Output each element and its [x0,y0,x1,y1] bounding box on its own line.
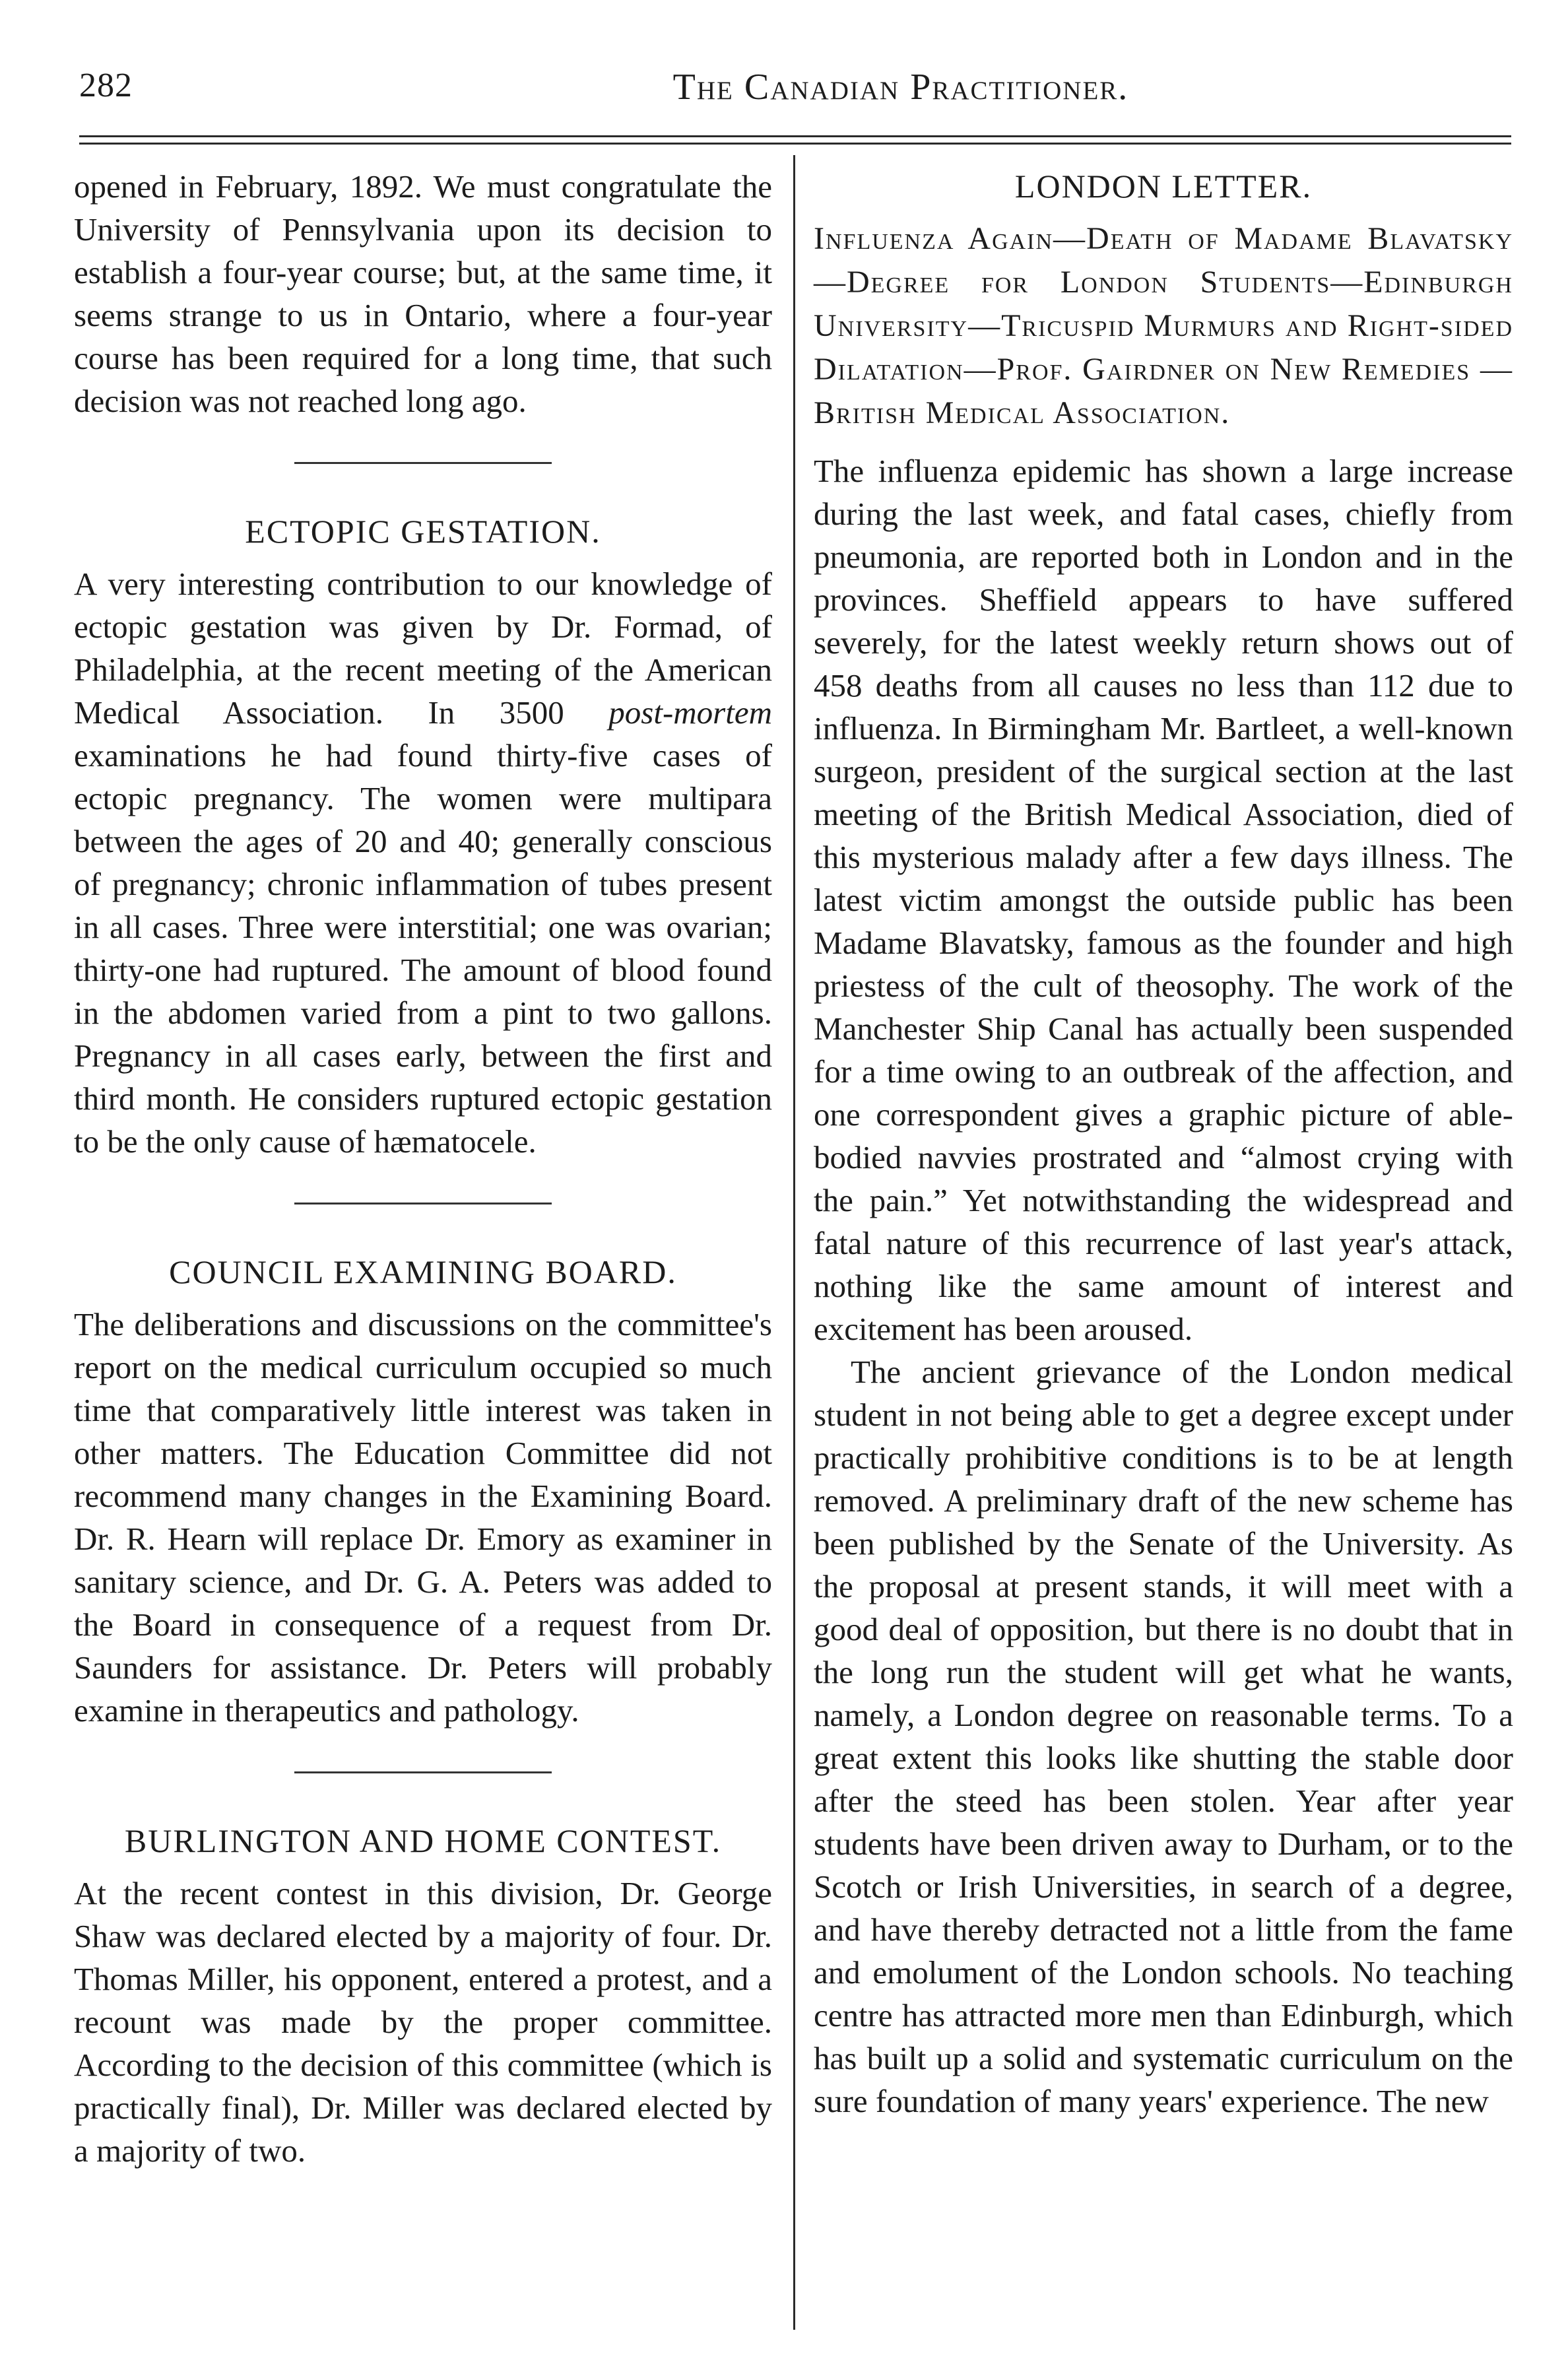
running-title: The Canadian Practitioner. [672,67,1129,108]
section-separator [294,462,552,464]
section-separator [294,1203,552,1204]
burlington-heading: BURLINGTON AND HOME CONTEST. [124,1822,722,1859]
ectopic-text-start: A very interesting contribution to our knowledge of ectopic gestation was given by Dr. Formad, of Philadelphia, at the recent meeting of the American Medical Association. In 3500 [74,566,772,731]
page-number: 282 [79,67,133,104]
ectopic-heading: ECTOPIC GESTATION. [245,513,601,550]
burlington-paragraph: At the recent contest in this division, Dr. George Shaw was declared elected by a majority of four. Dr. Thomas Miller, his opponent, entered a protest, and a recount was made by the proper committee. According to the decision of this committee (which is practically final), Dr. Miller was declared elected by a majority of two. [74,1875,772,2169]
london-letter-heading: LONDON LETTER. [1014,168,1313,205]
header-rule-top [79,135,1511,137]
degree-paragraph: The ancient grievance of the London medical student in not being able to get a degree except under practically prohibitive conditions is to be at length removed. A preliminary draft of the new scheme has been published by the Senate of the University. As the proposal at present stands, it will meet with a good deal of opposition, but there is no doubt that in the long run the student will get what he wants, namely, a London degree on reasonable terms. To a great extent this looks like shutting the stable door after the steed has been stolen. Year after year students have been driven away to Durham, or to the Scotch or Irish Universities, in search of a degree, and have thereby detracted not a little from the fame and emolument of the London schools. No teaching centre has attracted more men than Edinburgh, which has built up a solid and systematic curriculum on the sure foundation of many years' experience. The new [814,1354,1513,2119]
council-heading: COUNCIL EXAMINING BOARD. [169,1253,677,1290]
ectopic-italic-term: post-mortem [608,694,772,731]
influenza-paragraph: The influenza epidemic has shown a large increase during the last week, and fatal cases, chiefly from pneumonia, are reported both in London and in the provinces. Sheffield appears to have suffered severely, for the latest weekly return shows out of 458 deaths from all causes no less than 112 due to influenza. In Birmingham Mr. Bartleet, a well-known surgeon, president of the surgical section at the last meeting of the British Medical Association, died of this mysterious malady after a few days illness. The latest victim amongst the outside public has been Madame Blavatsky, famous as the founder and high priestess of the cult of theosophy. The work of the Manchester Ship Canal has actually been suspended for a time owing to an outbreak of the affection, and one correspondent gives a graphic picture of able-bodied navvies prostrated and “almost crying with the pain.” Yet notwithstanding the widespread and fatal nature of this recurrence of last year's attack, nothing like the same amount of interest and excitement has been aroused. [814,453,1513,1347]
london-letter-subheads: Influenza Again—Death of Madame Blavatsky—Degree for London Students—Edinburgh University—Tricuspid Murmurs and Right-sided Dilatation—Prof. Gairdner on New Remedies — British Medical Association. [814,221,1513,430]
council-paragraph: The deliberations and discussions on the committee's report on the medical curriculum occupied so much time that comparatively little interest was taken in other matters. The Education Committee did not recommend many changes in the Examining Board. Dr. R. Hearn will replace Dr. Emory as examiner in sanitary science, and Dr. G. A. Peters was added to the Board in consequence of a request from Dr. Saunders for assistance. Dr. Peters will probably examine in therapeutics and pathology. [74,1306,772,1729]
left-column [74,165,772,2172]
ectopic-text-end: examinations he had found thirty-five cases of ectopic pregnancy. The women were multipara between the ages of 20 and 40; generally conscious of pregnancy; chronic inflammation of tubes present in all cases. Three were interstitial; one was ovarian; thirty-one had ruptured. The amount of blood found in the abdomen varied from a pint to two gallons. Pregnancy in all cases early, between the first and third month. He considers ruptured ectopic gestation to be the only cause of hæmatocele. [74,737,772,1160]
ectopic-paragraph [74,562,772,1163]
column-divider [793,155,795,2330]
page-header [79,66,1524,125]
section-separator [294,1771,552,1773]
opening-paragraph: opened in February, 1892. We must congratulate the University of Pennsylvania upon its decision to establish a four-year course; but, at the same time, it seems strange to us in Ontario, where a four-year course has been required for a long time, that such decision was not reached long ago. [74,168,772,419]
right-column [814,165,1513,2123]
header-rule-bottom [79,143,1511,145]
